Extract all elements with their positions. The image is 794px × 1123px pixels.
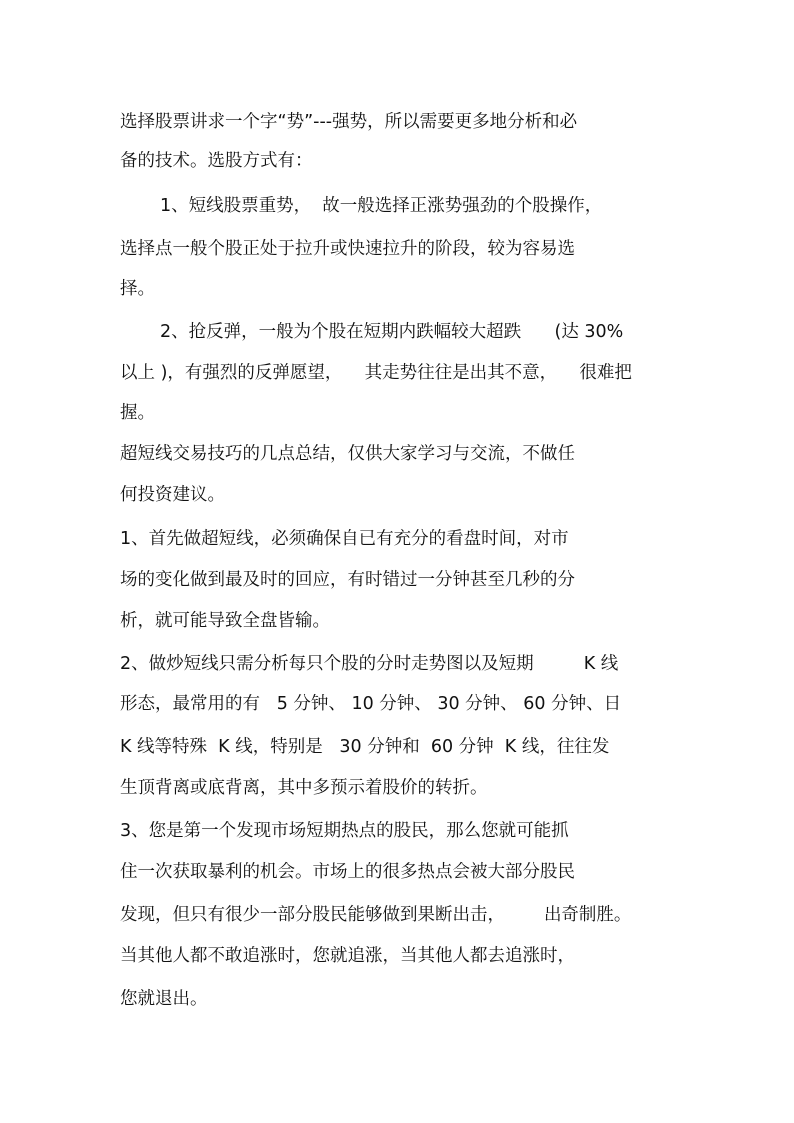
paragraph-line: 形态，最常用的有 5 分钟、 10 分钟、 30 分钟、 60 分钟、日 [120,694,622,714]
paragraph-line: 场的变化做到最及时的回应，有时错过一分钟甚至几秒的分 [120,570,575,590]
paragraph-line: 1、首先做超短线，必须确保自已有充分的看盘时间，对市 [120,529,569,549]
paragraph-line: 以上 )，有强烈的反弹愿望， 其走势往往是出其不意， 很难把 [120,363,632,383]
paragraph-line: 握。 [120,403,155,423]
paragraph-line: 析，就可能导致全盘皆输。 [120,611,330,631]
paragraph-line: 选择股票讲求一个字“势”---强势，所以需要更多地分析和必 [120,112,578,132]
paragraph-line: 2、抢反弹，一般为个股在短期内跌幅较大超跌 (达 30% [160,322,624,342]
paragraph-line: 择。 [120,279,155,299]
paragraph-line: 选择点一般个股正处于拉升或快速拉升的阶段，较为容易选 [120,239,575,259]
paragraph-line: 您就退出。 [120,989,208,1009]
paragraph-line: 何投资建议。 [120,485,225,505]
paragraph-line: 发现，但只有很少一部分股民能够做到果断出击， 出奇制胜。 [120,905,632,925]
paragraph-line: 当其他人都不敢追涨时，您就追涨，当其他人都去追涨时， [120,946,575,966]
paragraph-line: 超短线交易技巧的几点总结，仅供大家学习与交流，不做任 [120,444,575,464]
paragraph-line: 备的技术。选股方式有： [120,151,313,171]
paragraph-line: 生顶背离或底背离，其中多预示着股价的转折。 [120,778,488,798]
paragraph-line: 3、您是第一个发现市场短期热点的股民，那么您就可能抓 [120,821,569,841]
paragraph-line: 住一次获取暴利的机会。市场上的很多热点会被大部分股民 [120,862,575,882]
paragraph-line: K 线等特殊 K 线，特别是 30 分钟和 60 分钟 K 线，往往发 [120,737,610,757]
paragraph-line: 2、做炒短线只需分析每只个股的分时走势图以及短期 K 线 [120,654,619,674]
paragraph-line: 1、短线股票重势， 故一般选择正涨势强劲的个股操作， [160,196,603,216]
